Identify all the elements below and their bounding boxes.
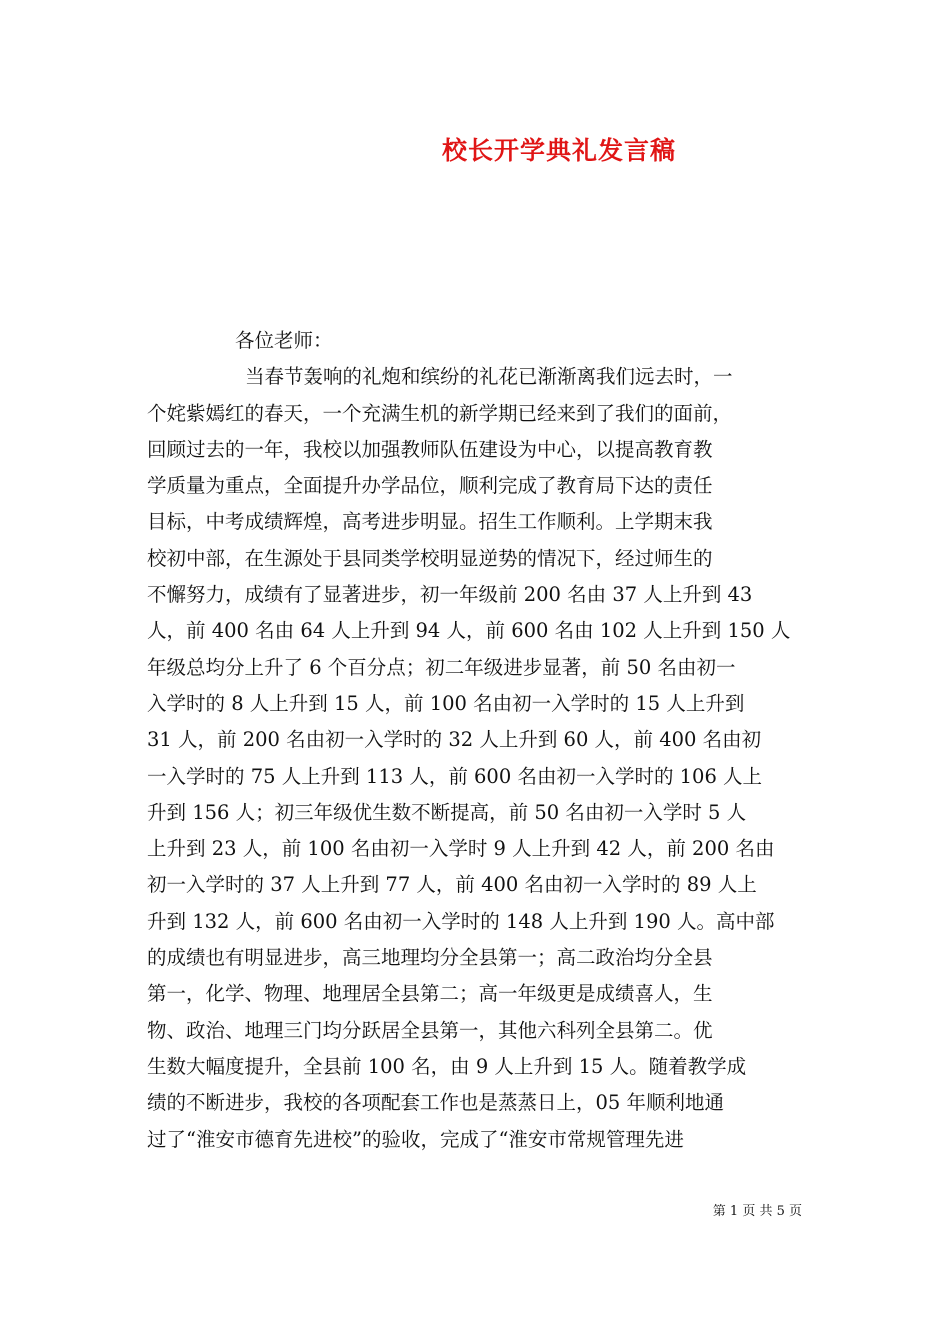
body-line: 生数大幅度提升，全县前 100 名，由 9 人上升到 15 人。随着教学成	[147, 1054, 747, 1078]
body-line: 个姹紫嫣红的春天，一个充满生机的新学期已经来到了我们的面前，	[147, 401, 733, 425]
body-line: 回顾过去的一年，我校以加强教师队伍建设为中心，以提高教育教	[147, 437, 713, 461]
document-title: 校长开学典礼发言稿	[441, 136, 676, 165]
body-line: 入学时的 8 人上升到 15 人，前 100 名由初一入学时的 15 人上升到	[147, 691, 745, 715]
body-line: 过了“淮安市德育先进校”的验收，完成了“淮安市常规管理先进	[147, 1127, 684, 1151]
body-line: 绩的不断进步，我校的各项配套工作也是蒸蒸日上，05 年顺利地通	[147, 1091, 725, 1115]
body-line: 升到 156 人；初三年级优生数不断提高，前 50 名由初一入学时 5 人	[147, 800, 747, 824]
greeting-line: 各位老师：	[235, 329, 333, 352]
body-line: 初一入学时的 37 人上升到 77 人，前 400 名由初一入学时的 89 人上	[147, 873, 757, 897]
main-paragraph	[147, 359, 811, 1158]
body-line: 31 人，前 200 名由初一入学时的 32 人上升到 60 人，前 400 名由初	[147, 728, 762, 752]
body-line: 学质量为重点，全面提升办学品位，顺利完成了教育局下达的责任	[147, 474, 713, 498]
document-body	[147, 323, 811, 1158]
body-line: 物、政治、地理三门均分跃居全县第一，其他六科列全县第二。优	[147, 1018, 713, 1042]
body-line: 当春节轰响的礼炮和缤纷的礼花已渐渐离我们远去时，一	[245, 365, 733, 389]
body-line: 一入学时的 75 人上升到 113 人，前 600 名由初一入学时的 106 人上	[147, 764, 763, 788]
body-line: 上升到 23 人，前 100 名由初一入学时 9 人上升到 42 人，前 200 名由	[147, 837, 775, 861]
body-line: 人，前 400 名由 64 人上升到 94 人，前 600 名由 102 人上升到 150 人	[147, 619, 791, 643]
greeting-paragraph	[147, 323, 811, 359]
body-line: 目标，中考成绩辉煌，高考进步明显。招生工作顺利。上学期末我	[147, 510, 713, 534]
page-number-footer: 第 1 页 共 5 页	[712, 1204, 802, 1219]
body-line: 第一，化学、物理、地理居全县第二；高一年级更是成绩喜人，生	[147, 982, 713, 1006]
body-line: 的成绩也有明显进步，高三地理均分全县第一；高二政治均分全县	[147, 946, 713, 970]
body-line: 年级总均分上升了 6 个百分点；初二年级进步显著，前 50 名由初一	[147, 655, 736, 679]
body-line: 升到 132 人，前 600 名由初一入学时的 148 人上升到 190 人。高中部	[147, 909, 775, 933]
body-line: 校初中部，在生源处于县同类学校明显逆势的情况下，经过师生的	[147, 546, 713, 570]
body-line: 不懈努力，成绩有了显著进步，初一年级前 200 名由 37 人上升到 43	[147, 583, 753, 607]
